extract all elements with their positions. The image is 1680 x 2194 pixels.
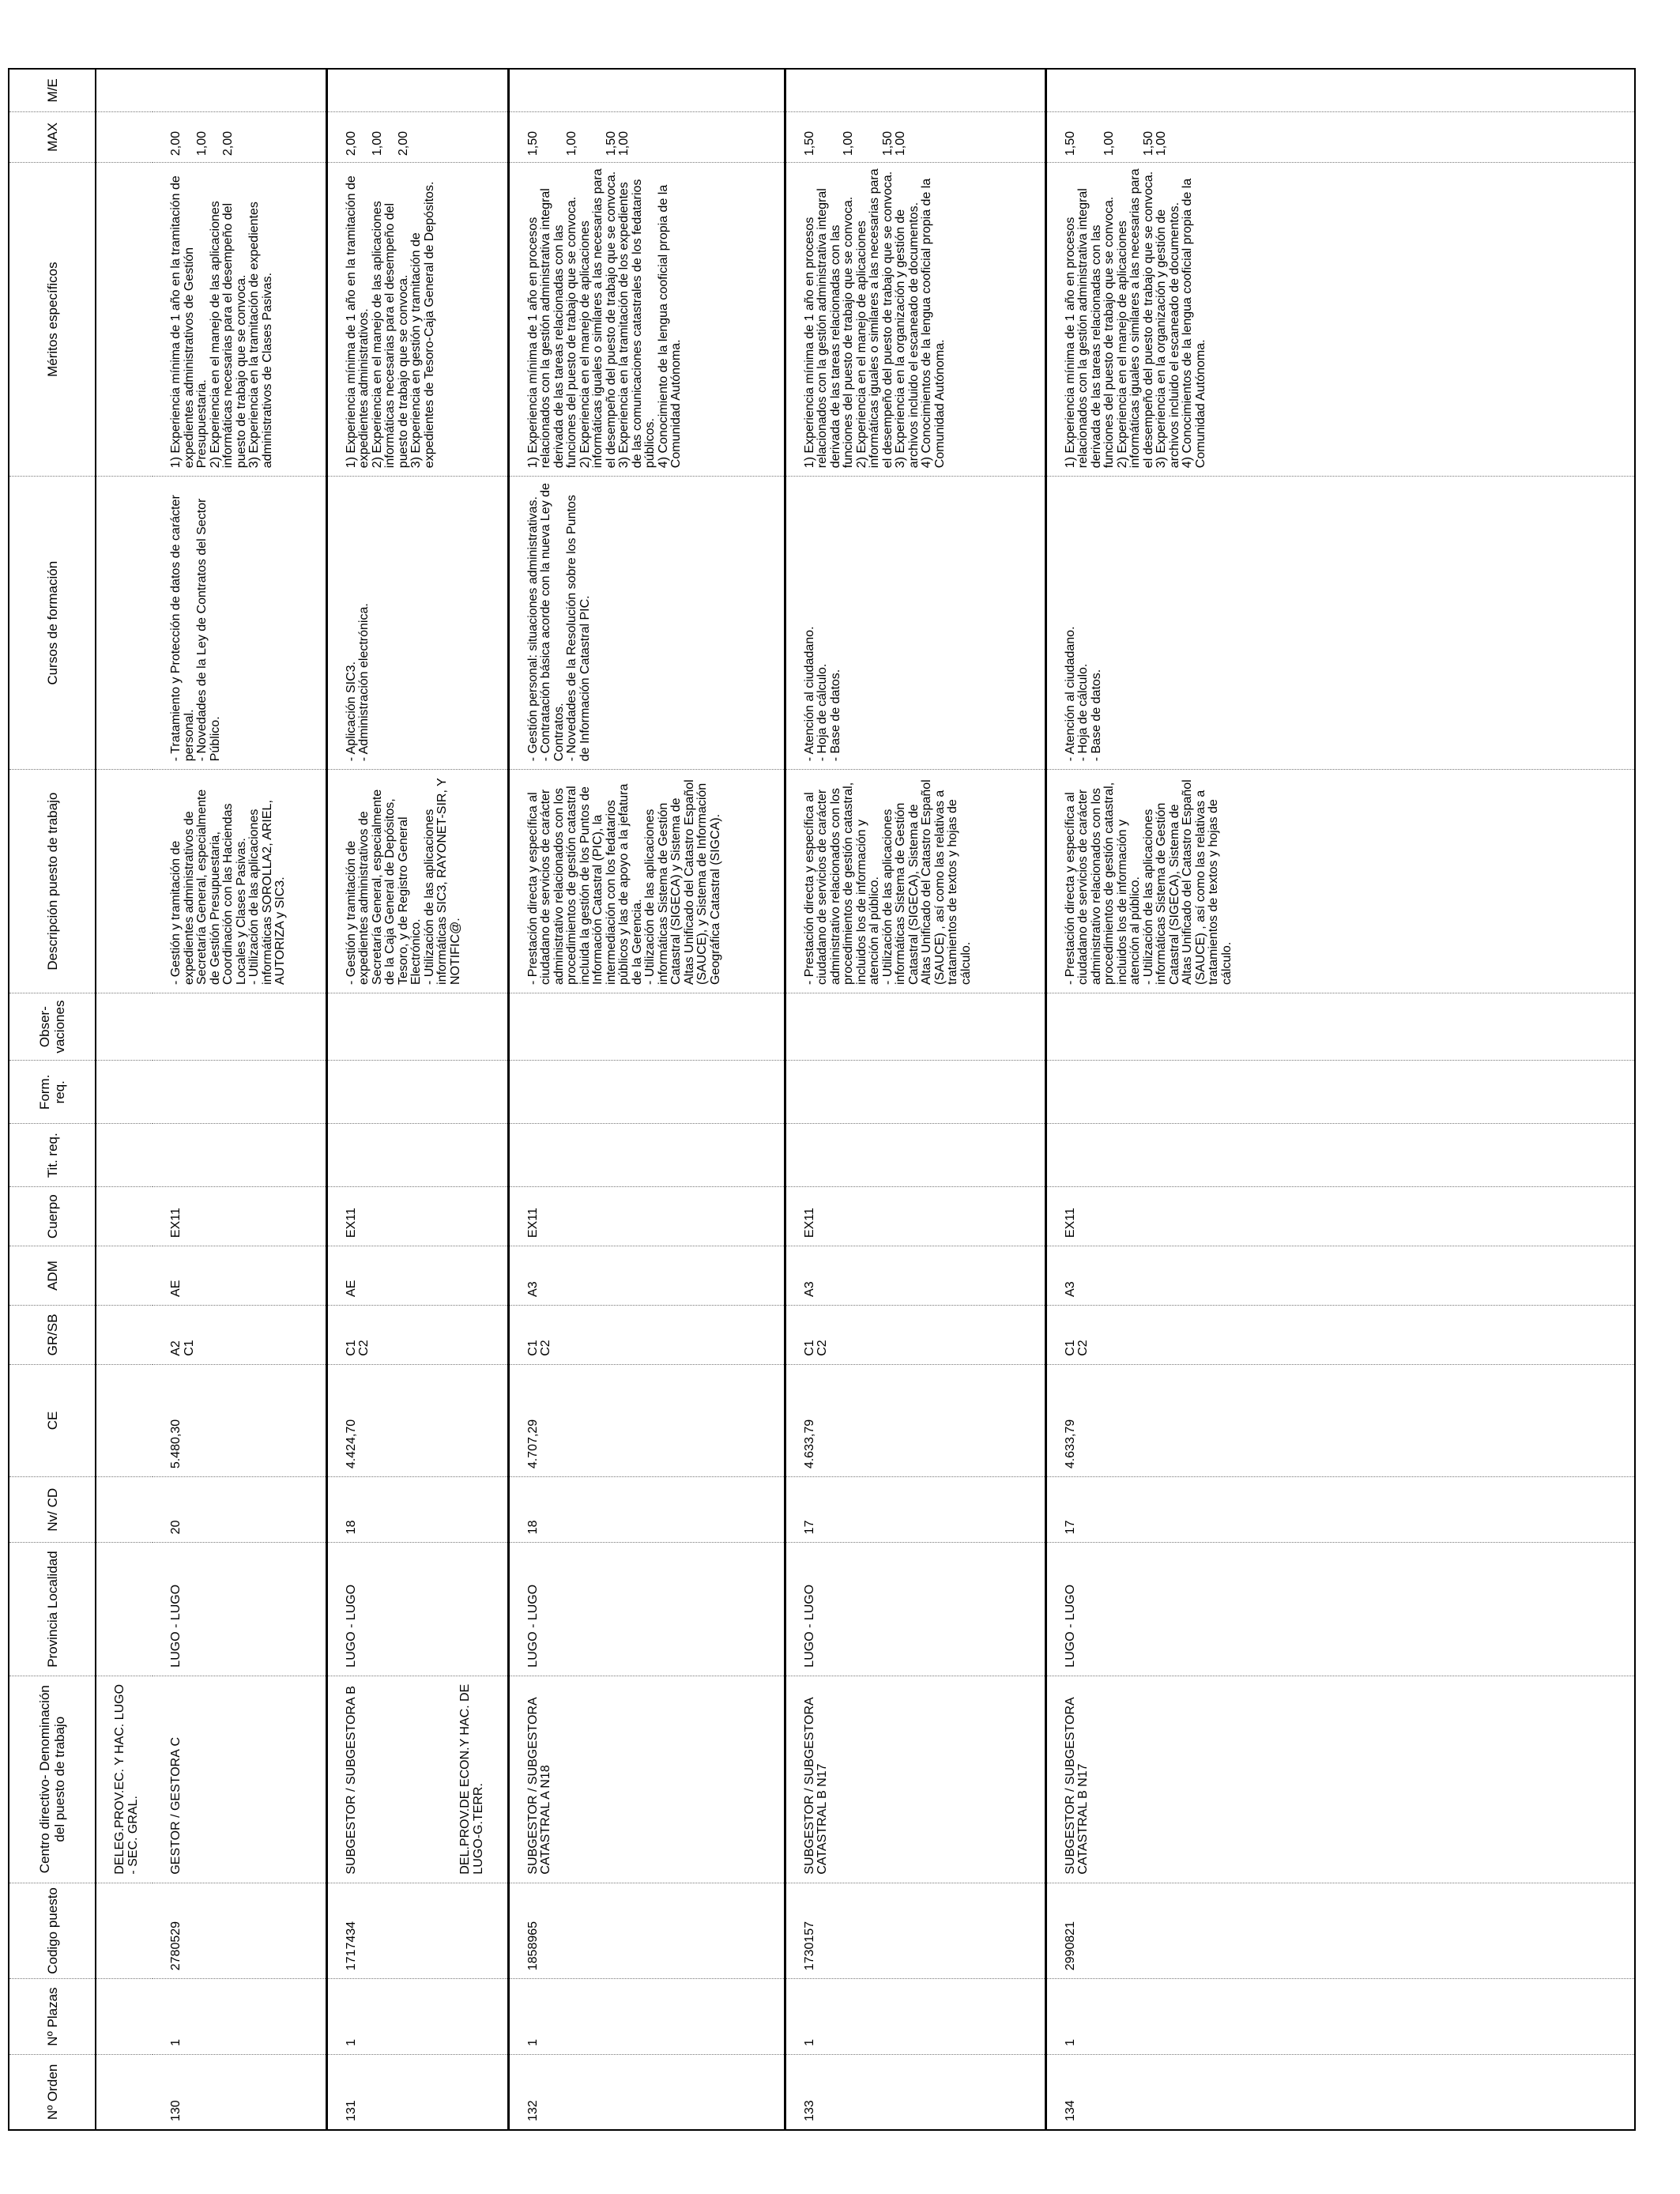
header-tit: Tit. req. xyxy=(9,1124,96,1187)
meritos-cell: 1) Experiencia mínima de 1 año en la tramitación de expedientes administrativos de Gestión Presupuestaria. 2) Experiencia en el manejo de las aplicaciones informáticas necesarias para el desempeño del puesto de trabajo que se convoca. 3) Experiencia en la tramitación de expedientes administrativos de Clases Pasivas. xyxy=(153,163,326,477)
max-value: 1,00 xyxy=(195,130,209,156)
adm-cell: A3 xyxy=(1045,1246,1635,1306)
max-value: 1,00 xyxy=(1155,130,1168,156)
cuerpo-cell: EX11 xyxy=(153,1187,326,1246)
centro-cell: SUBGESTOR / SUBGESTORA B DEL.PROV.DE ECON.Y HAC. DE LUGO-G.TERR. xyxy=(326,1676,508,1883)
table-row xyxy=(508,69,785,2130)
form-cell xyxy=(1045,1061,1635,1124)
table-row xyxy=(326,69,508,2130)
delegation-row xyxy=(96,69,153,2130)
tit-cell xyxy=(508,1124,785,1187)
delegation-label: DEL.PROV.DE ECON.Y HAC. DE LUGO-G.TERR. xyxy=(458,1683,485,1875)
form-cell xyxy=(508,1061,785,1124)
cuerpo-cell: EX11 xyxy=(326,1187,508,1246)
header-cursos: Cursos de formación xyxy=(9,477,96,770)
nv-cell: 17 xyxy=(785,1477,1045,1543)
tit-cell xyxy=(785,1124,1045,1187)
desc-cell: - Gestión y tramitación de expedientes administrativos de Secretaría General, especialmente de la Caja General de Depósitos, Tesoro, y de Registro General Electrónico. - Utilización de las aplicaciones informáticas SIC3, RAYONET-SIR, Y NOTIFIC@. xyxy=(326,770,508,993)
ce-cell: 4.633,79 xyxy=(785,1364,1045,1476)
orden-cell: 133 xyxy=(785,2054,1045,2130)
header-centro: Centro directivo- Denominación del puesto de trabajo xyxy=(9,1676,96,1883)
plazas-cell: 1 xyxy=(153,1979,326,2055)
centro-cell: SUBGESTOR / SUBGESTORA CATASTRAL B N17 xyxy=(1045,1676,1635,1883)
gr-cell: A2 C1 xyxy=(153,1305,326,1364)
max-value: 1,00 xyxy=(894,130,907,156)
ce-cell: 4.633,79 xyxy=(1045,1364,1635,1476)
max-value: 1,50 xyxy=(880,130,895,156)
plazas-cell: 1 xyxy=(326,1979,508,2055)
gr-cell: C1 C2 xyxy=(1045,1305,1635,1364)
max-value: 1,50 xyxy=(1141,130,1155,156)
meritos-cell: 1) Experiencia mínima de 1 año en procesos relacionados con la gestión administrativa integral derivada de las tareas relacionadas con las funciones del puesto de trabajo que se convoca. 2) Experiencia en el manejo de aplicaciones informáticas iguales o similares a las necesarias para el desempeño del puesto de trabajo que se convoca. 3) Experiencia en la tramitación de los expedientes de las comunicaciones catastrales de los fedatarios públicos. 4) Conocimiento de la lengua cooficial propia de la Comunidad Autónoma. xyxy=(508,163,785,477)
nv-cell: 18 xyxy=(326,1477,508,1543)
max-value: 1,00 xyxy=(370,130,384,156)
max-value: 2,00 xyxy=(396,130,410,156)
cuerpo-cell: EX11 xyxy=(508,1187,785,1246)
desc-cell: - Gestión y tramitación de expedientes administrativos de Secretaría General, especialmente de Gestión Presupuestaria, Coordinación con las Haciendas Locales y Clases Pasivas. - Utilización de las aplicaciones informáticas SOROLLA2, ARIEL, AUTORIZA y SIC3. xyxy=(153,770,326,993)
max-value: 1,50 xyxy=(604,130,618,156)
max-value: 1,50 xyxy=(1063,130,1077,156)
max-cell xyxy=(326,111,508,162)
provincia-cell: LUGO - LUGO xyxy=(153,1543,326,1676)
header-form: Form. req. xyxy=(9,1061,96,1124)
header-plazas: Nº Plazas xyxy=(9,1979,96,2055)
obs-cell xyxy=(326,993,508,1060)
max-cell xyxy=(508,111,785,162)
gr-cell: C1 C2 xyxy=(326,1305,508,1364)
nv-cell: 20 xyxy=(153,1477,326,1543)
adm-cell: AE xyxy=(153,1246,326,1306)
max-value: 1,00 xyxy=(1102,130,1116,156)
header-codigo: Codigo puesto xyxy=(9,1883,96,1979)
centro-cell: GESTOR / GESTORA C xyxy=(153,1676,326,1883)
me-cell xyxy=(785,69,1045,111)
delegation-label: DELEG.PROV.EC. Y HAC. LUGO - SEC. GRAL. xyxy=(96,1676,153,1883)
cursos-cell: - Gestión personal: situaciones administrativas. - Contratación básica acorde con la nueva Ley de Contratos. - Novedades de la Resolución sobre los Puntos de Información Catastral PIC. xyxy=(508,477,785,770)
cursos-cell: - Atención al ciudadano. - Hoja de cálculo. - Base de datos. xyxy=(1045,477,1635,770)
max-value: 2,00 xyxy=(169,130,183,156)
desc-cell: - Prestación directa y específica al ciudadano de servicios de carácter administrativo relacionados con los procedimientos de gestión catastral, incluidos los de información y atención al público. - Utilización de las aplicaciones informáticas Sistema de Gestión Catastral (SIGECA), Sistema de Altas Unificado del Catastro Español (SAUCE) , así como las relativas a tratamientos de textos y hojas de cálculo. xyxy=(785,770,1045,993)
desc-cell: - Prestación directa y específica al ciudadano de servicios de carácter administrativo relacionados con los procedimientos de gestión catastral, incluidos los de información y atención al público. - Utilización de las aplicaciones informáticas Sistema de Gestión Catastral (SIGECA), Sistema de Altas Unificado del Catastro Español (SAUCE) , así como las relativas a tratamientos de textos y hojas de cálculo. xyxy=(1045,770,1635,993)
centro-cell: SUBGESTOR / SUBGESTORA CATASTRAL A N18 xyxy=(508,1676,785,1883)
obs-cell xyxy=(508,993,785,1060)
max-value: 1,00 xyxy=(842,130,855,156)
orden-cell: 130 xyxy=(153,2054,326,2130)
centro-cell: SUBGESTOR / SUBGESTORA CATASTRAL B N17 xyxy=(785,1676,1045,1883)
me-cell xyxy=(153,69,326,111)
tit-cell xyxy=(1045,1124,1635,1187)
meritos-cell: 1) Experiencia mínima de 1 año en la tramitación de expedientes administrativos. 2) Experiencia en el manejo de las aplicaciones informáticas necesarias para el desempeño del puesto de trabajo que se convoca. 3) Experiencia en gestión y tramitación de expedientes de Tesoro-Caja General de Depósitos. xyxy=(326,163,508,477)
plazas-cell: 1 xyxy=(508,1979,785,2055)
form-cell xyxy=(153,1061,326,1124)
job-positions-table xyxy=(8,68,1636,2131)
obs-cell xyxy=(1045,993,1635,1060)
orden-cell: 132 xyxy=(508,2054,785,2130)
tit-cell xyxy=(326,1124,508,1187)
tit-cell xyxy=(153,1124,326,1187)
nv-cell: 17 xyxy=(1045,1477,1635,1543)
table-row xyxy=(1045,69,1635,2130)
provincia-cell: LUGO - LUGO xyxy=(785,1543,1045,1676)
codigo-cell: 2780529 xyxy=(153,1883,326,1979)
meritos-cell: 1) Experiencia mínima de 1 año en procesos relacionados con la gestión administrativa integral derivada de las tareas relacionadas con las funciones del puesto de trabajo que se convoca. 2) Experiencia en el manejo de aplicaciones informáticas iguales o similares a las necesarias para el desempeño del puesto de trabajo que se convoca. 3) Experiencia en la organización y gestión de archivos incluido el escaneado de documentos. 4) Conocimientos de la lengua cooficial propia de la Comunidad Autónoma. xyxy=(785,163,1045,477)
max-cell xyxy=(1045,111,1635,162)
cursos-cell: - Atención al ciudadano. - Hoja de cálculo. - Base de datos. xyxy=(785,477,1045,770)
adm-cell: A3 xyxy=(508,1246,785,1306)
me-cell xyxy=(508,69,785,111)
header-ce: CE xyxy=(9,1364,96,1476)
cuerpo-cell: EX11 xyxy=(1045,1187,1635,1246)
form-cell xyxy=(785,1061,1045,1124)
header-orden: Nº Orden xyxy=(9,2054,96,2130)
header-adm: ADM xyxy=(9,1246,96,1306)
orden-cell: 131 xyxy=(326,2054,508,2130)
cuerpo-cell: EX11 xyxy=(785,1187,1045,1246)
max-value: 1,50 xyxy=(802,130,816,156)
max-cell xyxy=(153,111,326,162)
obs-cell xyxy=(153,993,326,1060)
table-row xyxy=(785,69,1045,2130)
header-meritos: Méritos específicos xyxy=(9,163,96,477)
plazas-cell: 1 xyxy=(785,1979,1045,2055)
header-me: M/E xyxy=(9,69,96,111)
nv-cell: 18 xyxy=(508,1477,785,1543)
me-cell xyxy=(326,69,508,111)
max-value: 2,00 xyxy=(221,130,235,156)
ce-cell: 4.707,29 xyxy=(508,1364,785,1476)
header-nv: Nv/ CD xyxy=(9,1477,96,1543)
max-value: 1,50 xyxy=(525,130,540,156)
max-cell xyxy=(785,111,1045,162)
header-row xyxy=(9,69,96,2130)
adm-cell: A3 xyxy=(785,1246,1045,1306)
me-cell xyxy=(1045,69,1635,111)
cursos-cell: - Tratamiento y Protección de datos de carácter personal. - Novedades de la Ley de Contratos del Sector Público. xyxy=(153,477,326,770)
header-max: MAX xyxy=(9,111,96,162)
header-cuerpo: Cuerpo xyxy=(9,1187,96,1246)
form-cell xyxy=(326,1061,508,1124)
codigo-cell: 1717434 xyxy=(326,1883,508,1979)
obs-cell xyxy=(785,993,1045,1060)
table-row xyxy=(153,69,326,2130)
gr-cell: C1 C2 xyxy=(508,1305,785,1364)
desc-cell: - Prestación directa y específica al ciudadano de servicios de carácter administrativo relacionados con los procedimientos de gestión catastral incluida la gestión de los Puntos de Información Catastral (PIC), la intermediación con los fedatarios públicos y las de apoyo a la jefatura de la Gerencia. - Utilización de las aplicaciones informáticas Sistema de Gestión Catastral (SIGECA) y Sistema de Altas Unificado del Catastro Español (SAUCE), y Sistema de Información Geográfica Catastral (SIGCA). xyxy=(508,770,785,993)
ce-cell: 4.424,70 xyxy=(326,1364,508,1476)
header-desc: Descripción puesto de trabajo xyxy=(9,770,96,993)
codigo-cell: 2990821 xyxy=(1045,1883,1635,1979)
plazas-cell: 1 xyxy=(1045,1979,1635,2055)
codigo-cell: 1730157 xyxy=(785,1883,1045,1979)
header-provincia: Provincia Localidad xyxy=(9,1543,96,1676)
max-value: 1,00 xyxy=(565,130,578,156)
header-gr: GR/SB xyxy=(9,1305,96,1364)
gr-cell: C1 C2 xyxy=(785,1305,1045,1364)
ce-cell: 5.480,30 xyxy=(153,1364,326,1476)
provincia-cell: LUGO - LUGO xyxy=(326,1543,508,1676)
header-obs: Obser- vaciones xyxy=(9,993,96,1060)
codigo-cell: 1858965 xyxy=(508,1883,785,1979)
provincia-cell: LUGO - LUGO xyxy=(508,1543,785,1676)
provincia-cell: LUGO - LUGO xyxy=(1045,1543,1635,1676)
cursos-cell: - Aplicación SIC3. - Administración electrónica. xyxy=(326,477,508,770)
max-value: 2,00 xyxy=(344,130,358,156)
adm-cell: AE xyxy=(326,1246,508,1306)
orden-cell: 134 xyxy=(1045,2054,1635,2130)
max-value: 1,00 xyxy=(617,130,631,156)
meritos-cell: 1) Experiencia mínima de 1 año en procesos relacionados con la gestión administrativa integral derivada de las tareas relacionadas con las funciones del puesto de trabajo que se convoca. 2) Experiencia en el manejo de aplicaciones informáticas iguales o similares a las necesarias para el desempeño del puesto de trabajo que se convoca. 3) Experiencia en la organización y gestión de archivos incluido el escaneado de documentos. 4) Conocimientos de la lengua cooficial propia de la Comunidad Autónoma. xyxy=(1045,163,1635,477)
